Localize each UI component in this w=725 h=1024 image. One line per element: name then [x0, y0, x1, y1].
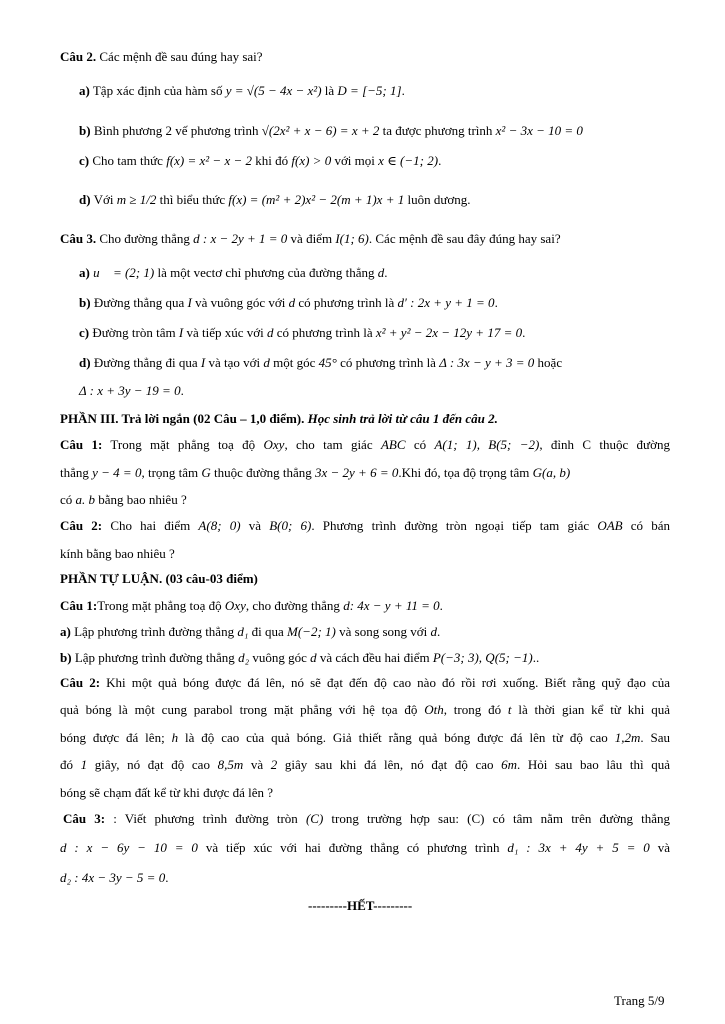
math-expression: Oxy: [224, 598, 246, 613]
math-expression: 45°: [318, 355, 337, 370]
math-expression: d: [310, 650, 317, 665]
math-expression: m ≥ 1/2: [116, 192, 157, 207]
text-span: với mọi: [331, 153, 379, 168]
text-span: Cho tam thức: [89, 153, 167, 168]
text-span: Bình phương 2 vế phương trình: [90, 123, 262, 138]
text-span: , đỉnh C thuộc đường: [539, 437, 670, 452]
math-expression: d′ : 2x + y + 1 = 0: [397, 295, 495, 310]
math-expression: OAB: [597, 518, 623, 533]
text-span: Khi một quả bóng được đá lên, nó sẽ đạt đến độ cao nào đó rồi rơi xuống. Biết rằng quỹ đạo của: [100, 675, 670, 690]
line-tl-cau1: [60, 598, 443, 614]
line-p3-cau1-b: [60, 465, 570, 481]
text-span: luôn dương.: [404, 192, 471, 207]
text-span: là một vectơ chỉ phương của đường thẳng: [154, 265, 378, 280]
math-expression: d : x − 2y + 1 = 0: [193, 231, 288, 246]
math-expression: ABC: [380, 437, 406, 452]
text-span: . Hỏi sau bao lâu thì quả: [517, 757, 670, 772]
text-span: bằng bao nhiêu ?: [95, 492, 187, 507]
text-span: .: [439, 598, 443, 613]
bold-text: b): [79, 123, 91, 138]
text-span: và: [243, 757, 271, 772]
bold-text: PHẦN TỰ LUẬN. (03 câu-03 điểm): [60, 571, 258, 586]
math-expression: d: [266, 325, 274, 340]
math-expression: (C): [305, 811, 324, 826]
text-span: có bán: [622, 518, 671, 533]
math-expression: d: [288, 295, 296, 310]
text-span: .: [438, 153, 442, 168]
math-expression: Δ : x + 3y − 19 = 0: [79, 383, 181, 398]
text-span: . Phương trình đường tròn ngoại tiếp tam giác: [311, 518, 598, 533]
text-span: có: [60, 492, 76, 507]
math-expression: I: [200, 355, 206, 370]
math-expression: d: [430, 624, 437, 639]
text-span: và tiếp xúc với hai đường thẳng có phương trình: [197, 840, 508, 855]
math-expression: 1,2m: [614, 730, 641, 745]
math-expression: x² + y² − 2x − 12y + 17 = 0: [375, 325, 523, 340]
line-cau3-b: [79, 295, 498, 311]
math-expression: x ∈ (−1; 2): [378, 153, 439, 168]
bold-text: Câu 1:: [60, 598, 98, 613]
line-cau2-b: [79, 123, 583, 139]
math-expression: M(−2; 1): [287, 624, 336, 639]
text-span: trong trường hợp sau: (C) có tâm nằm trên đường thẳng: [323, 811, 670, 826]
math-expression: 8,5m: [217, 757, 244, 772]
bold-text: Câu 2.: [60, 49, 97, 64]
text-span: thuộc đường thẳng: [210, 465, 315, 480]
text-span: kính bằng bao nhiêu ?: [60, 546, 175, 561]
text-span: .: [436, 624, 441, 639]
text-span: là độ cao của quả bóng. Giả thiết rằng quả bóng được đá lên từ độ cao: [178, 730, 615, 745]
text-span: . Sau: [640, 730, 670, 745]
text-span: hoặc: [534, 355, 563, 370]
line-tl-cau2-b: [60, 702, 670, 718]
math-expression: t: [507, 702, 512, 717]
line-tl-cau3-c: [60, 870, 168, 886]
text-span: thẳng: [60, 465, 93, 480]
text-span: ..: [532, 650, 540, 665]
math-expression: 6m: [501, 757, 518, 772]
line-cau3-title: [60, 231, 561, 247]
text-span: một góc: [269, 355, 319, 370]
bold-text: c): [79, 153, 90, 168]
math-expression: G(a, b): [532, 465, 571, 480]
math-expression: d : x − 6y − 10 = 0: [60, 840, 198, 855]
line-tl-cau2-e: [60, 785, 273, 801]
bold-text: d): [79, 192, 91, 207]
bold-text: a): [60, 624, 71, 639]
line-cau3-a: [79, 265, 388, 281]
text-span: , trọng tâm: [141, 465, 202, 480]
text-span: có phương trình là: [273, 325, 376, 340]
text-span: .Khi đó, tọa độ trọng tâm: [398, 465, 533, 480]
text-span: bóng sẽ chạm đất kể từ khi được đá lên ?: [60, 785, 274, 800]
math-expression: a. b: [75, 492, 96, 507]
text-span: .: [494, 295, 498, 310]
text-span: giây, nó đạt độ cao: [87, 757, 218, 772]
text-span: và: [649, 840, 670, 855]
line-cau2-a: [79, 83, 405, 99]
math-expression: G: [201, 465, 211, 480]
math-expression: d₁: [237, 624, 249, 639]
line-cau3-d: [79, 355, 562, 371]
math-expression: Oth: [424, 702, 444, 717]
text-span: và tạo với: [205, 355, 264, 370]
math-expression: d: [377, 265, 385, 280]
line-tl-cau2-d: [60, 757, 670, 773]
text-span: bóng được đá lên;: [60, 730, 172, 745]
math-expression: 1: [80, 757, 88, 772]
line-tl-cau2-a: [60, 675, 670, 691]
text-span: khi đó: [252, 153, 292, 168]
text-span: có phương trình là: [295, 295, 398, 310]
bold-text: Câu 1:: [60, 437, 103, 452]
line-tl-cau1-a: [60, 624, 440, 640]
math-expression: D = [−5; 1]: [337, 83, 402, 98]
line-cau2-c: [79, 153, 441, 169]
math-expression: u⃗ = (2; 1): [93, 265, 155, 280]
bold-text: Câu 3.: [60, 231, 97, 246]
text-span: .: [384, 265, 388, 280]
line-p3-cau1-c: [60, 492, 187, 508]
text-span: Tập xác định của hàm số: [89, 83, 226, 98]
text-span: là thời gian kể từ khi quả: [511, 702, 670, 717]
math-expression: f(x) = x² − x − 2: [166, 153, 252, 168]
line-p3-cau2-a: [60, 518, 670, 534]
text-span: giây sau khi đá lên, nó đạt độ cao: [277, 757, 502, 772]
text-span: và cách đều hai điểm: [316, 650, 433, 665]
bold-text: b): [79, 295, 91, 310]
math-expression: d: 4x − y + 11 = 0: [343, 598, 440, 613]
text-span: đi qua: [248, 624, 288, 639]
math-expression: √(2x² + x − 6) = x + 2: [261, 123, 380, 138]
text-span: Cho hai điểm: [102, 518, 199, 533]
text-span: .: [165, 870, 169, 885]
text-span: là: [321, 83, 338, 98]
line-cau2-title: [60, 49, 263, 65]
text-span: Các mệnh đề sau đúng hay sai?: [96, 49, 263, 64]
text-span: và: [240, 518, 270, 533]
text-span: và vuông góc với: [191, 295, 289, 310]
text-span: Cho đường thẳng: [96, 231, 194, 246]
bold-text: b): [60, 650, 72, 665]
text-span: Trong mặt phẳng toạ độ: [102, 437, 264, 452]
math-expression: 3x − 2y + 6 = 0: [314, 465, 399, 480]
text-span: .: [522, 325, 526, 340]
bold-text: d): [79, 355, 91, 370]
line-phan3-heading: [60, 411, 498, 427]
bold-text: a): [79, 83, 90, 98]
text-span: và tiếp xúc với: [183, 325, 267, 340]
text-span: , trong đó: [443, 702, 508, 717]
text-span: , cho tam giác: [284, 437, 381, 452]
end-mark: ---------HẾT---------: [308, 898, 413, 913]
text-span: Trong mặt phẳng toạ độ: [97, 598, 225, 613]
text-span: thì biểu thức: [156, 192, 229, 207]
math-expression: I(1; 6): [335, 231, 369, 246]
text-span: đó: [60, 757, 81, 772]
line-tuluan-heading: [60, 571, 258, 587]
math-expression: d₂: [238, 650, 250, 665]
bold-text: Câu 2:: [60, 518, 103, 533]
math-expression: P(−3; 3), Q(5; −1): [432, 650, 533, 665]
math-expression: A(8; 0): [198, 518, 241, 533]
text-span: và điểm: [287, 231, 336, 246]
math-expression: A(1; 1), B(5; −2): [434, 437, 540, 452]
line-tl-cau3-a: [63, 811, 670, 827]
page-number: Trang 5/9: [614, 993, 665, 1008]
text-span: ta được phương trình: [379, 123, 496, 138]
line-p3-cau1-a: [60, 437, 670, 453]
text-span: Đường thẳng qua: [90, 295, 188, 310]
math-expression: B(0; 6): [269, 518, 312, 533]
text-span: Đường tròn tâm: [89, 325, 179, 340]
text-span: .: [180, 383, 184, 398]
math-expression: Δ : 3x − y + 3 = 0: [439, 355, 535, 370]
text-span: .: [401, 83, 405, 98]
text-span: Lập phương trình đường thẳng: [70, 624, 238, 639]
text-span: vuông góc: [249, 650, 311, 665]
math-expression: y − 4 = 0: [92, 465, 142, 480]
math-expression: 2: [270, 757, 278, 772]
line-cau2-d: [79, 192, 471, 208]
line-cau3-d-cont: [79, 383, 184, 399]
math-expression: d₁ : 3x + 4y + 5 = 0: [507, 840, 650, 855]
math-expression: h: [171, 730, 179, 745]
line-tl-cau2-c: [60, 730, 670, 746]
line-p3-cau2-b: [60, 546, 175, 562]
text-span: Với: [90, 192, 117, 207]
text-span: Đường thẳng đi qua: [90, 355, 201, 370]
text-span: : Viết phương trình đường tròn: [105, 811, 306, 826]
line-cau3-c: [79, 325, 525, 341]
math-expression: f(x) > 0: [291, 153, 332, 168]
math-expression: d₂ : 4x − 3y − 5 = 0: [60, 870, 166, 885]
math-expression: I: [178, 325, 184, 340]
text-span: và song song với: [335, 624, 431, 639]
text-span: , cho đường thẳng: [245, 598, 344, 613]
text-span: có: [405, 437, 435, 452]
math-expression: y = √(5 − 4x − x²): [225, 83, 322, 98]
math-expression: d: [263, 355, 270, 370]
math-expression: Oxy: [263, 437, 285, 452]
line-tl-cau3-b: [60, 840, 670, 856]
bold-text: Câu 3:: [63, 811, 106, 826]
bold-text: a): [79, 265, 90, 280]
bold-text: Câu 2:: [60, 675, 101, 690]
line-tl-cau1-b: [60, 650, 539, 666]
bold-text: PHẦN III. Trả lời ngắn (02 Câu – 1,0 điểm).: [60, 411, 305, 426]
text-span: quả bóng là một cung parabol trong mặt phẳng với hệ tọa độ: [60, 702, 425, 717]
math-expression: x² − 3x − 10 = 0: [495, 123, 583, 138]
bold-text: c): [79, 325, 90, 340]
bold-text: Học sinh trả lời từ câu 1 đến câu 2.: [304, 411, 498, 426]
math-expression: f(x) = (m² + 2)x² − 2(m + 1)x + 1: [228, 192, 405, 207]
text-span: có phương trình là: [336, 355, 440, 370]
text-span: Lập phương trình đường thẳng: [71, 650, 239, 665]
text-span: . Các mệnh đề sau đây đúng hay sai?: [368, 231, 561, 246]
math-expression: I: [187, 295, 192, 310]
